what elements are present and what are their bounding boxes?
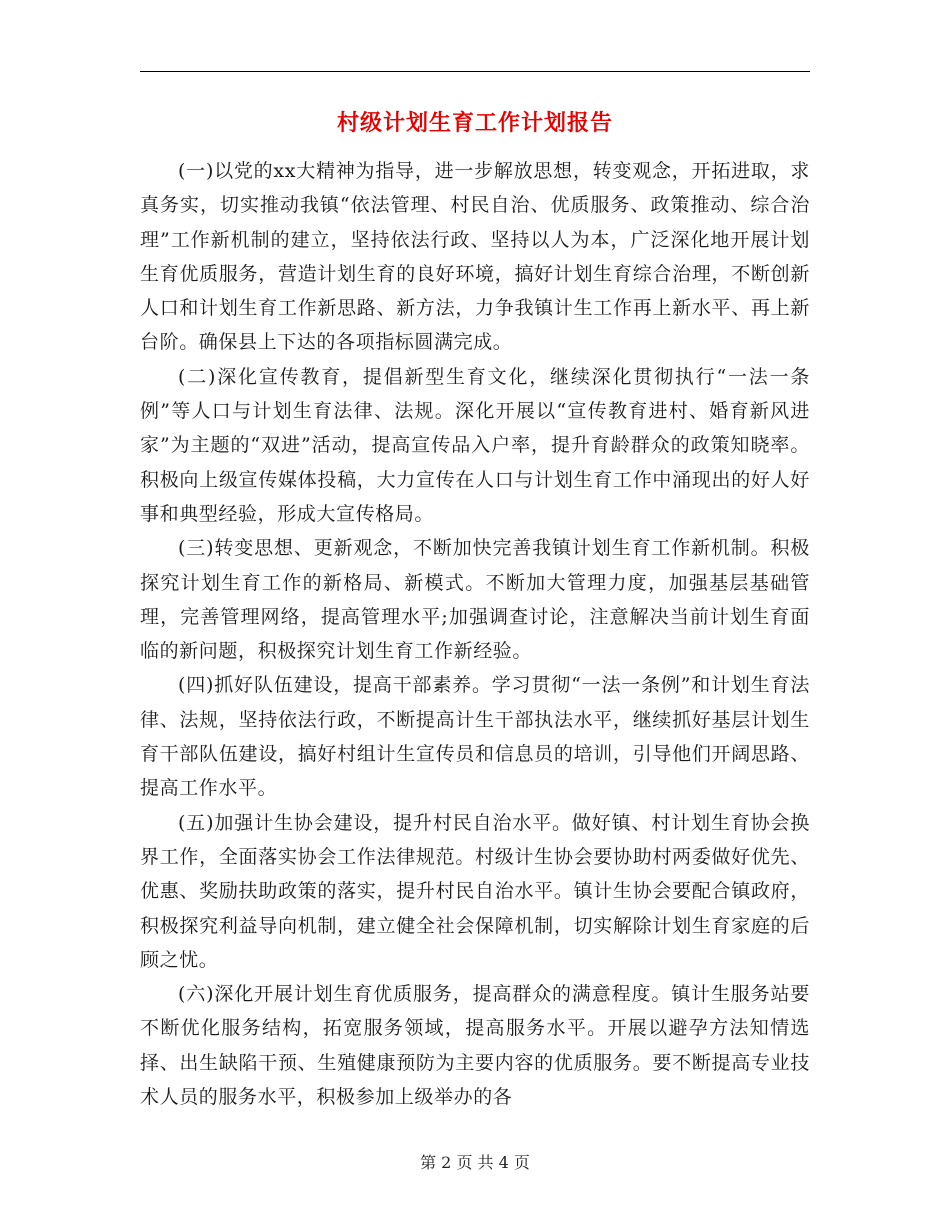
page-footer: 第 2 页 共 4 页 (420, 1153, 530, 1172)
paragraph-2: (二)深化宣传教育，提倡新型生育文化，继续深化贯彻执行“一法一条例”等人口与计划生育法律、法规。深化开展以“宣传教育进村、婚育新风进家”为主题的“双进”活动，提高宣传品入户率，提升育龄群众的政策知晓率。积极向上级宣传媒体投稿，大力宣传在人口与计划生育工作中涌现出的好人好事和典型经验，形成大宣传格局。 (140, 365, 810, 525)
paragraph-3: (三)转变思想、更新观念，不断加快完善我镇计划生育工作新机制。积极探究计划生育工作的新格局、新模式。不断加大管理力度，加强基层基础管理，完善管理网络，提高管理水平;加强调查讨论，注意解决当前计划生育面临的新问题，积极探究计划生育工作新经验。 (140, 537, 810, 663)
paragraph-6: (六)深化开展计划生育优质服务，提高群众的满意程度。镇计生服务站要不断优化服务结构，拓宽服务领域，提高服务水平。开展以避孕方法知情选择、出生缺陷干预、生殖健康预防为主要内容的优质服务。要不断提高专业技术人员的服务水平，积极参加上级举办的各 (140, 983, 810, 1109)
document-title: 村级计划生育工作计划报告 (336, 111, 613, 136)
document-body (140, 154, 810, 1114)
header-rule (140, 71, 810, 72)
paragraph-1: (一)以党的xx大精神为指导，进一步解放思想，转变观念，开拓进取，求真务实，切实推动我镇“依法管理、村民自治、优质服务、政策推动、综合治理”工作新机制的建立，坚持依法行政、坚持以人为本，广泛深化地开展计划生育优质服务，营造计划生育的良好环境，搞好计划生育综合治理，不断创新人口和计划生育工作新思路、新方法，力争我镇计生工作再上新水平、再上新台阶。确保县上下达的各项指标圆满完成。 (140, 160, 810, 354)
paragraph-4: (四)抓好队伍建设，提高干部素养。学习贯彻“一法一条例”和计划生育法律、法规，坚持依法行政，不断提高计生干部执法水平，继续抓好基层计划生育干部队伍建设，搞好村组计生宣传员和信息员的培训，引导他们开阔思路、提高工作水平。 (140, 674, 810, 800)
paragraph-5: (五)加强计生协会建设，提升村民自治水平。做好镇、村计划生育协会换界工作，全面落实协会工作法律规范。村级计生协会要协助村两委做好优先、优惠、奖励扶助政策的落实，提升村民自治水平。镇计生协会要配合镇政府，积极探究利益导向机制，建立健全社会保障机制，切实解除计划生育家庭的后顾之忧。 (140, 811, 810, 971)
